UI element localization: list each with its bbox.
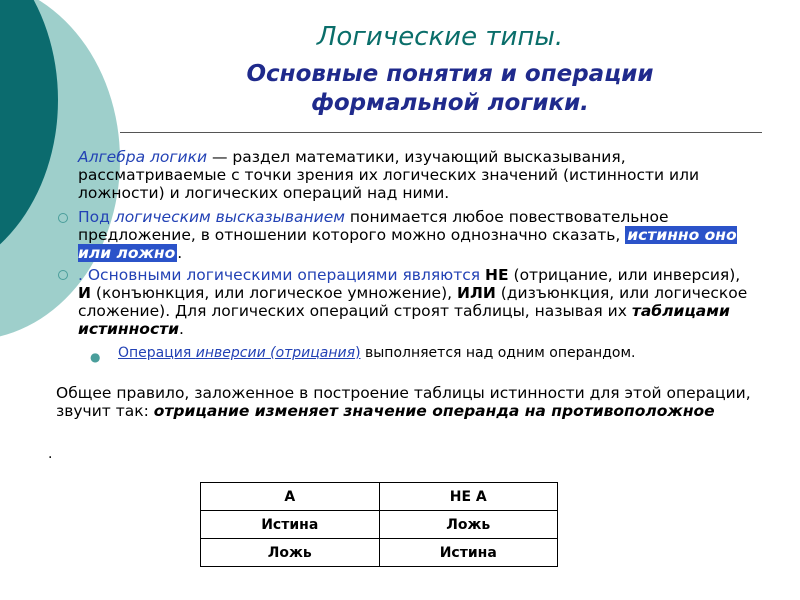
table-header-cell: НЕ А: [379, 483, 558, 511]
sub-bullet-marker: ●: [90, 350, 101, 364]
term-inversion: инверсии (отрицания: [195, 345, 356, 361]
op-and-desc: (конъюнкция, или логическое умножение),: [90, 284, 457, 302]
paragraph-statement-lead: Под: [78, 208, 115, 226]
paragraph-algebra-text: — раздел математики, изучающий высказывания, рассматриваемые с точки зрения их логических значений (истинности или ложности) и логических операций над ними.: [78, 148, 700, 202]
term-algebra: Алгебра логики: [78, 148, 208, 166]
table-cell: Истина: [201, 511, 380, 539]
inversion-rest: выполняется над одним операндом.: [360, 345, 636, 361]
truth-table: [200, 482, 558, 567]
op-or-desc: (дизъюнкция, или логическое сложение). Для логических операций строят таблицы, называя их: [78, 284, 748, 320]
paragraph-statement-text: понимается любое повествовательное предложение, в отношении которого можно однозначно сказать,: [78, 208, 669, 244]
paragraph-statement-end: .: [177, 244, 183, 262]
highlight-true-false: истинно оно или ложно: [78, 226, 737, 262]
paragraph-general-rule: [56, 384, 756, 420]
inversion-lead: Операция: [118, 345, 196, 361]
general-rule-emphasis: отрицание изменяет значение операнда на противоположное: [153, 402, 715, 420]
table-row: [201, 511, 558, 539]
term-truth-tables: таблицами истинности: [78, 302, 730, 338]
bullet-marker: [58, 213, 68, 223]
slide-subtitle: Основные понятия и операции формальной логики.: [246, 61, 654, 116]
paragraph-operations-end: .: [179, 320, 184, 338]
bullet-marker: [58, 270, 68, 280]
table-row: [201, 539, 558, 567]
paragraph-statement: [78, 208, 758, 262]
op-or: ИЛИ: [456, 284, 496, 302]
inversion-paren: ): [355, 345, 361, 361]
paragraph-algebra: [78, 148, 758, 202]
op-not: НЕ: [485, 266, 509, 284]
paragraph-operations-lead: . Основными логическими операциями являются: [78, 266, 486, 284]
paragraph-inversion: [118, 345, 678, 362]
op-not-desc: (отрицание, или инверсия),: [508, 266, 741, 284]
title-divider: [120, 132, 762, 133]
stray-dot: .: [48, 446, 53, 462]
table-cell: Ложь: [379, 511, 558, 539]
table-cell: Истина: [379, 539, 558, 567]
paragraph-operations: [78, 266, 758, 338]
general-rule-text: Общее правило, заложенное в построение таблицы истинности для этой операции, звучит так:: [56, 384, 751, 420]
slide-title: Логические типы.: [316, 22, 564, 52]
table-cell: Ложь: [201, 539, 380, 567]
table-header-cell: А: [201, 483, 380, 511]
table-header-row: [201, 483, 558, 511]
op-and: И: [78, 284, 91, 302]
term-statement: логическим высказыванием: [114, 208, 345, 226]
